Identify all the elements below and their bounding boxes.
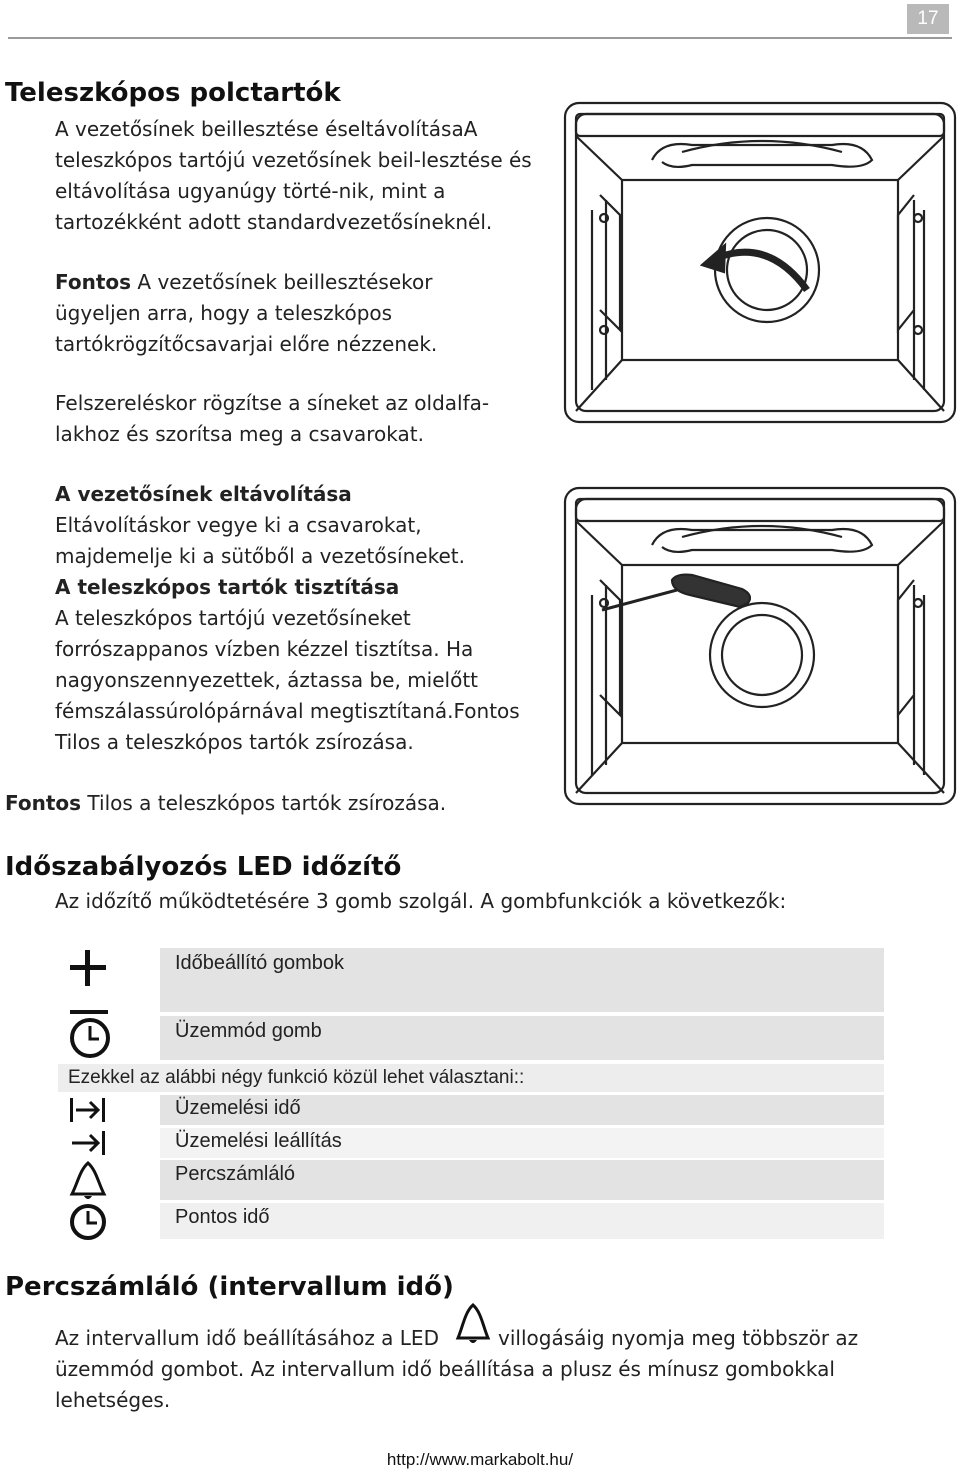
top-divider	[8, 37, 952, 39]
minute-minder-text-b: villogásáig nyomja meg többször az	[498, 1326, 859, 1350]
clock-icon	[68, 1202, 108, 1242]
choose-functions-text: Ezekkel az alábbi négy funkció közül lehet választani::	[68, 1067, 525, 1088]
section-title-timer: Időszabályozós LED időzítő	[5, 852, 402, 882]
section1-note	[55, 267, 475, 360]
minute-minder-text-a: Az intervallum idő beállításához a LED	[55, 1326, 439, 1350]
timer-functions-table	[58, 946, 884, 1240]
timer-intro: Az időzítő működtetésére 3 gomb szolgál. A gombfunkciók a következők:	[55, 889, 787, 913]
oven-illustration-screwdriver	[562, 485, 958, 808]
footer-url[interactable]: http://www.markabolt.hu/	[386, 1450, 574, 1469]
note-label: Fontos	[5, 791, 82, 815]
section1-para1: A vezetősínek beillesztése éseltávolításaA teleszkópos tartójú vezetősínek beil-lesztése és eltávolítása ugyanúgy törté-nik, mint a tartozékként adott standardvezetősíneknél.	[55, 117, 532, 234]
duration-icon	[68, 1096, 108, 1124]
section-title-minute-minder: Percszámláló (intervallum idő)	[5, 1272, 454, 1302]
oven-illustration-fan	[562, 100, 958, 425]
fontos-label: Fontos	[55, 270, 132, 294]
bell-icon	[68, 1160, 108, 1202]
function-label-minute-minder: Percszámláló	[175, 1163, 296, 1185]
plus-icon	[68, 948, 108, 988]
note-text: Tilos a teleszkópos tartók zsírozása.	[81, 791, 447, 815]
removal-text: Eltávolításkor vegye ki a csavarokat, majdemelje ki a sütőből a vezetősíneket.	[55, 513, 465, 568]
minute-minder-text-c: üzemmód gombot. Az intervallum idő beállítása a plusz és mínusz gombokkal lehetséges.	[55, 1357, 835, 1412]
bell-icon	[455, 1302, 491, 1346]
page-number: 17	[907, 4, 949, 34]
section1-para3: Felszereléskor rögzítse a síneket az oldalfa-lakhoz és szorítsa meg a csavarokat.	[55, 391, 490, 446]
mode-clock-icon	[68, 1008, 114, 1062]
end-time-icon	[68, 1129, 108, 1157]
mode-button-label: Üzemmód gomb	[175, 1020, 322, 1042]
function-label-time-of-day: Pontos idő	[175, 1206, 270, 1228]
time-set-buttons-label: Időbeállító gombok	[175, 952, 345, 974]
function-label-end-time: Üzemelési leállítás	[175, 1130, 342, 1152]
cleaning-text: A teleszkópos tartójú vezetősíneket forrószappanos vízben kézzel tisztítsa. Ha nagyonszennyezettek, áztassa be, mielőtt fémszálassúrolópárnával megtisztítaná.Fontos Tilos a teleszkópos tartók zsírozása.	[55, 606, 520, 754]
function-label-duration: Üzemelési idő	[175, 1097, 301, 1119]
section-title-telescopic: Teleszkópos polctartók	[5, 78, 341, 108]
grease-note	[5, 788, 446, 819]
fontos-text: A vezetősínek beillesztésekor ügyeljen arra, hogy a teleszkópos tartókrögzítőcsavarjai előre nézzenek.	[55, 270, 438, 356]
removal-heading: A vezetősínek eltávolítása	[55, 482, 352, 506]
cleaning-heading: A teleszkópos tartók tisztítása	[55, 575, 400, 599]
